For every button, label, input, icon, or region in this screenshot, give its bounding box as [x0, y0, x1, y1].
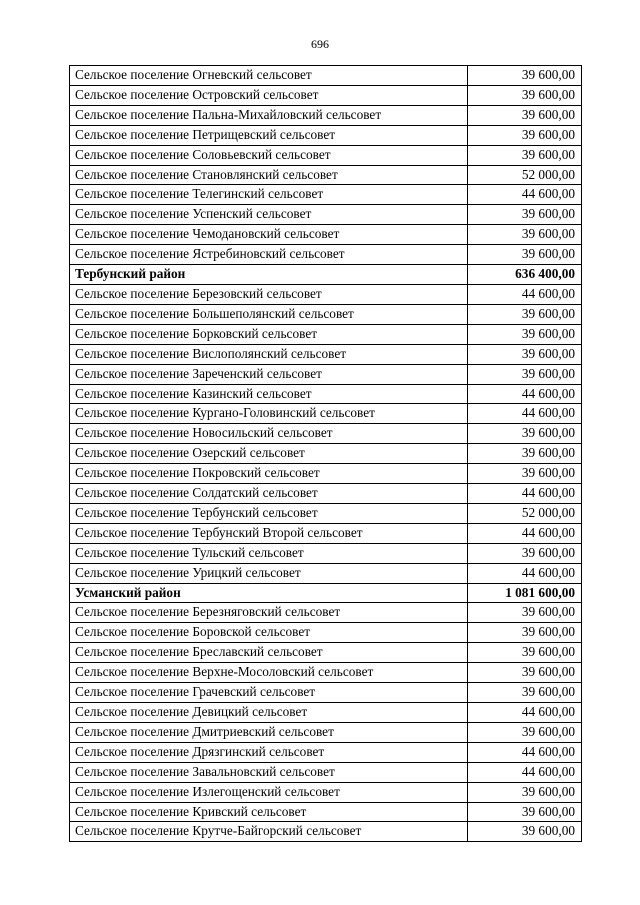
- table-row: [70, 782, 582, 802]
- settlement-name-cell: Сельское поселение Борковский сельсовет: [70, 324, 468, 344]
- table-row: [70, 742, 582, 762]
- allocation-table: [69, 65, 582, 842]
- settlement-name-cell: Сельское поселение Телегинский сельсовет: [70, 185, 468, 205]
- amount-cell: 44 600,00: [468, 523, 582, 543]
- amount-cell: 39 600,00: [468, 663, 582, 683]
- amount-cell: 39 600,00: [468, 822, 582, 842]
- settlement-name-cell: Сельское поселение Соловьевский сельсовет: [70, 145, 468, 165]
- amount-cell: 39 600,00: [468, 782, 582, 802]
- amount-cell: 44 600,00: [468, 703, 582, 723]
- table-row: [70, 643, 582, 663]
- table-row: [70, 284, 582, 304]
- table-row: [70, 563, 582, 583]
- settlement-name-cell: Сельское поселение Островский сельсовет: [70, 85, 468, 105]
- table-row: [70, 543, 582, 563]
- district-total-row: [70, 583, 582, 603]
- amount-cell: 39 600,00: [468, 145, 582, 165]
- district-name-cell: Усманский район: [70, 583, 468, 603]
- table-row: [70, 802, 582, 822]
- table-row: [70, 324, 582, 344]
- table-row: [70, 424, 582, 444]
- table-row: [70, 722, 582, 742]
- table-row: [70, 225, 582, 245]
- amount-cell: 44 600,00: [468, 185, 582, 205]
- table-row: [70, 603, 582, 623]
- amount-cell: 39 600,00: [468, 603, 582, 623]
- settlement-name-cell: Сельское поселение Березовский сельсовет: [70, 284, 468, 304]
- settlement-name-cell: Сельское поселение Успенский сельсовет: [70, 205, 468, 225]
- settlement-name-cell: Сельское поселение Озерский сельсовет: [70, 444, 468, 464]
- table-row: [70, 205, 582, 225]
- table-row: [70, 484, 582, 504]
- settlement-name-cell: Сельское поселение Излегощенский сельсовет: [70, 782, 468, 802]
- settlement-name-cell: Сельское поселение Покровский сельсовет: [70, 464, 468, 484]
- amount-cell: 44 600,00: [468, 404, 582, 424]
- table-row: [70, 145, 582, 165]
- settlement-name-cell: Сельское поселение Бреславский сельсовет: [70, 643, 468, 663]
- table-row: [70, 185, 582, 205]
- table-row: [70, 683, 582, 703]
- page-number: 696: [311, 37, 329, 51]
- amount-cell: 52 000,00: [468, 165, 582, 185]
- amount-cell: 44 600,00: [468, 284, 582, 304]
- amount-cell: 39 600,00: [468, 225, 582, 245]
- table-row: [70, 245, 582, 265]
- table-row: [70, 384, 582, 404]
- amount-cell: 44 600,00: [468, 742, 582, 762]
- table-row: [70, 85, 582, 105]
- amount-cell: 52 000,00: [468, 503, 582, 523]
- table-row: [70, 623, 582, 643]
- settlement-name-cell: Сельское поселение Большеполянский сельсовет: [70, 304, 468, 324]
- amount-cell: 44 600,00: [468, 484, 582, 504]
- settlement-name-cell: Сельское поселение Урицкий сельсовет: [70, 563, 468, 583]
- amount-cell: 39 600,00: [468, 85, 582, 105]
- table-row: [70, 663, 582, 683]
- table-row: [70, 822, 582, 842]
- amount-cell: 39 600,00: [468, 643, 582, 663]
- table-row: [70, 344, 582, 364]
- settlement-name-cell: Сельское поселение Кривский сельсовет: [70, 802, 468, 822]
- amount-cell: 39 600,00: [468, 66, 582, 86]
- amount-cell: 39 600,00: [468, 205, 582, 225]
- table-row: [70, 404, 582, 424]
- settlement-name-cell: Сельское поселение Крутче-Байгорский сельсовет: [70, 822, 468, 842]
- amount-cell: 39 600,00: [468, 722, 582, 742]
- amount-cell: 44 600,00: [468, 563, 582, 583]
- table-row: [70, 503, 582, 523]
- amount-cell: 39 600,00: [468, 424, 582, 444]
- settlement-name-cell: Сельское поселение Солдатский сельсовет: [70, 484, 468, 504]
- amount-cell: 39 600,00: [468, 444, 582, 464]
- table-row: [70, 523, 582, 543]
- allocation-table-body: [70, 66, 582, 842]
- amount-cell: 39 600,00: [468, 304, 582, 324]
- table-row: [70, 304, 582, 324]
- settlement-name-cell: Сельское поселение Пальна-Михайловский сельсовет: [70, 105, 468, 125]
- amount-cell: 39 600,00: [468, 464, 582, 484]
- amount-cell: 39 600,00: [468, 125, 582, 145]
- table-row: [70, 364, 582, 384]
- settlement-name-cell: Сельское поселение Петрищевский сельсовет: [70, 125, 468, 145]
- amount-cell: 39 600,00: [468, 364, 582, 384]
- settlement-name-cell: Сельское поселение Дмитриевский сельсовет: [70, 722, 468, 742]
- settlement-name-cell: Сельское поселение Дрязгинский сельсовет: [70, 742, 468, 762]
- settlement-name-cell: Сельское поселение Тульский сельсовет: [70, 543, 468, 563]
- table-row: [70, 762, 582, 782]
- table-row: [70, 66, 582, 86]
- amount-cell: 39 600,00: [468, 324, 582, 344]
- settlement-name-cell: Сельское поселение Вислополянский сельсовет: [70, 344, 468, 364]
- settlement-name-cell: Сельское поселение Ястребиновский сельсовет: [70, 245, 468, 265]
- amount-cell: 39 600,00: [468, 543, 582, 563]
- amount-cell: 44 600,00: [468, 762, 582, 782]
- amount-cell: 39 600,00: [468, 802, 582, 822]
- amount-cell: 39 600,00: [468, 245, 582, 265]
- table-row: [70, 703, 582, 723]
- district-total-row: [70, 265, 582, 285]
- table-row: [70, 105, 582, 125]
- settlement-name-cell: Сельское поселение Кургано-Головинский сельсовет: [70, 404, 468, 424]
- district-amount-cell: 636 400,00: [468, 265, 582, 285]
- table-row: [70, 444, 582, 464]
- amount-cell: 39 600,00: [468, 683, 582, 703]
- amount-cell: 39 600,00: [468, 623, 582, 643]
- settlement-name-cell: Сельское поселение Тербунский Второй сельсовет: [70, 523, 468, 543]
- settlement-name-cell: Сельское поселение Огневский сельсовет: [70, 66, 468, 86]
- settlement-name-cell: Сельское поселение Становлянский сельсовет: [70, 165, 468, 185]
- table-row: [70, 165, 582, 185]
- settlement-name-cell: Сельское поселение Боровской сельсовет: [70, 623, 468, 643]
- amount-cell: 44 600,00: [468, 384, 582, 404]
- settlement-name-cell: Сельское поселение Завальновский сельсовет: [70, 762, 468, 782]
- settlement-name-cell: Сельское поселение Тербунский сельсовет: [70, 503, 468, 523]
- amount-cell: 39 600,00: [468, 344, 582, 364]
- district-name-cell: Тербунский район: [70, 265, 468, 285]
- settlement-name-cell: Сельское поселение Зареченский сельсовет: [70, 364, 468, 384]
- settlement-name-cell: Сельское поселение Девицкий сельсовет: [70, 703, 468, 723]
- table-row: [70, 125, 582, 145]
- settlement-name-cell: Сельское поселение Казинский сельсовет: [70, 384, 468, 404]
- settlement-name-cell: Сельское поселение Верхне-Мосоловский сельсовет: [70, 663, 468, 683]
- settlement-name-cell: Сельское поселение Чемодановский сельсовет: [70, 225, 468, 245]
- district-amount-cell: 1 081 600,00: [468, 583, 582, 603]
- settlement-name-cell: Сельское поселение Березняговский сельсовет: [70, 603, 468, 623]
- amount-cell: 39 600,00: [468, 105, 582, 125]
- table-row: [70, 464, 582, 484]
- settlement-name-cell: Сельское поселение Грачевский сельсовет: [70, 683, 468, 703]
- settlement-name-cell: Сельское поселение Новосильский сельсовет: [70, 424, 468, 444]
